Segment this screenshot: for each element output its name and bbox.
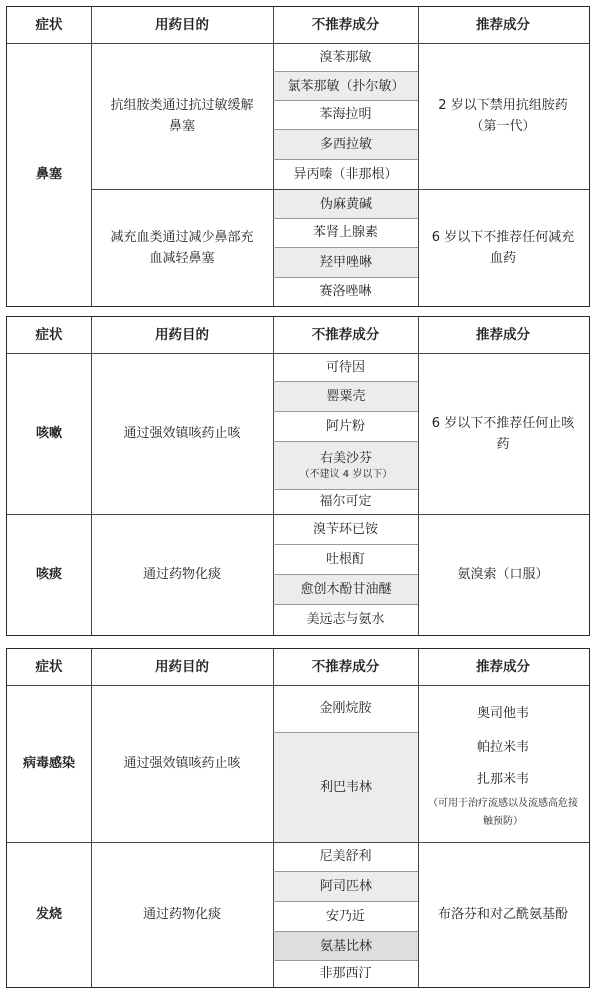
recommended-text: 6 岁以下不推荐任何减充血药 — [431, 229, 575, 266]
not-recommended-item: 福尔可定 — [319, 494, 372, 509]
purpose-cell: 通过药物化痰 — [142, 907, 221, 922]
recommended-cell — [418, 353, 588, 514]
purpose-cell: 通过强效镇咳药止咳 — [123, 426, 241, 441]
recommended-cell — [418, 685, 588, 842]
header-not-recommended: 不推荐成分 — [311, 326, 380, 343]
purpose-text: 减充血类通过减少鼻部充血减轻鼻塞 — [110, 229, 254, 266]
table-cough — [6, 316, 590, 636]
purpose-cell — [91, 43, 273, 189]
table-nasal-congestion — [6, 6, 590, 307]
purpose-cell: 通过强效镇咳药止咳 — [123, 756, 241, 771]
not-recommended-item: 多西拉敏 — [274, 130, 418, 159]
not-recommended-item: 吐根酊 — [325, 551, 365, 567]
header-symptom: 症状 — [35, 326, 63, 343]
symptom-cell: 鼻塞 — [35, 167, 62, 182]
recommended-item: 帕拉米韦 — [476, 739, 529, 755]
header-symptom: 症状 — [35, 658, 63, 675]
not-recommended-item: 罂粟壳 — [274, 382, 418, 411]
header-not-recommended: 不推荐成分 — [311, 16, 380, 33]
not-recommended-item: 安乃近 — [325, 908, 365, 924]
not-recommended-item: 尼美舒利 — [319, 849, 372, 864]
recommended-item: 扎那米韦 — [476, 771, 529, 787]
recommended-note: （可用于治疗流感以及流感高危接触预防） — [428, 797, 578, 827]
header-purpose: 用药目的 — [155, 326, 209, 343]
table-infection-fever — [6, 648, 590, 988]
header-purpose: 用药目的 — [155, 658, 209, 675]
not-recommended-item: 愈创木酚甘油醚 — [274, 575, 418, 604]
recommended-cell — [418, 189, 588, 306]
not-recommended-item: 赛洛唑啉 — [319, 284, 372, 299]
not-recommended-item: 阿片粉 — [325, 418, 365, 434]
not-recommended-item: 羟甲唑啉 — [274, 248, 418, 277]
not-recommended-item-with-note — [274, 442, 418, 489]
not-recommended-item: 氨基比林 — [274, 932, 418, 960]
not-recommended-item: 非那西汀 — [319, 966, 372, 981]
not-recommended-item: 利巴韦林 — [274, 733, 418, 842]
recommended-text: 2 岁以下禁用抗组胺药（第一代） — [438, 98, 568, 134]
recommended-text: 6 岁以下不推荐任何止咳药 — [431, 415, 575, 452]
recommended-cell: 布洛芬和对乙酰氨基酚 — [437, 907, 568, 922]
header-symptom: 症状 — [35, 16, 63, 33]
purpose-cell: 通过药物化痰 — [142, 567, 221, 582]
header-recommended: 推荐成分 — [476, 658, 530, 675]
symptom-cell: 咳嗽 — [35, 426, 62, 441]
not-recommended-item: 金刚烷胺 — [319, 701, 372, 716]
not-recommended-item: 溴苯那敏 — [319, 49, 372, 65]
symptom-cell: 咳痰 — [35, 567, 62, 582]
age-note: （不建议 4 岁以下） — [299, 468, 393, 480]
not-recommended-item: 伪麻黄碱 — [274, 190, 418, 218]
not-recommended-item: 苯海拉明 — [319, 107, 372, 122]
not-recommended-item: 氯苯那敏（扑尔敏） — [274, 72, 418, 100]
recommended-cell — [418, 43, 588, 189]
purpose-cell — [91, 189, 273, 306]
not-recommended-item: 阿司匹林 — [274, 872, 418, 901]
not-recommended-item: 溴苄环已铵 — [312, 521, 378, 537]
symptom-cell: 发烧 — [35, 907, 62, 922]
not-recommended-item: 异丙嗪（非那根） — [293, 166, 398, 182]
not-recommended-name: 右美沙芬 — [319, 450, 372, 466]
header-not-recommended: 不推荐成分 — [311, 658, 380, 675]
header-purpose: 用药目的 — [155, 16, 209, 33]
not-recommended-item: 可待因 — [325, 359, 365, 375]
not-recommended-item: 美远志与氨水 — [306, 612, 385, 627]
recommended-item: 奥司他韦 — [476, 705, 529, 721]
purpose-text: 抗组胺类通过抗过敏缓解鼻塞 — [110, 98, 254, 134]
not-recommended-item: 苯肾上腺素 — [312, 225, 378, 240]
header-recommended: 推荐成分 — [476, 16, 530, 33]
header-recommended: 推荐成分 — [476, 326, 530, 343]
recommended-cell: 氨溴索（口服） — [457, 567, 549, 582]
symptom-cell: 病毒感染 — [22, 756, 75, 771]
